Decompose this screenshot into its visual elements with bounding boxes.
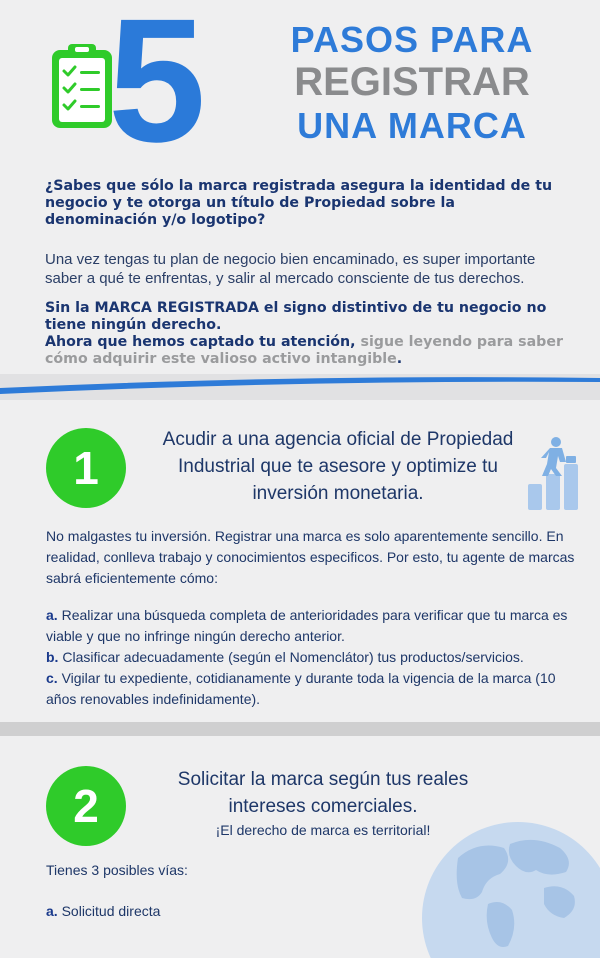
item-text: Realizar una búsqueda completa de anterioridades para verificar que tu marca es viable y que no infringe ningún derecho anterior. — [46, 607, 568, 644]
step-2-note: ¡El derecho de marca es territorial! — [215, 822, 431, 838]
attention-end: . — [396, 351, 403, 367]
item-key: a. — [46, 903, 58, 919]
blue-wave-divider — [0, 374, 600, 400]
attention-lead: Ahora que hemos captado tu atención, — [45, 334, 356, 350]
step-1-intro: No malgastes tu inversión. Registrar una marca es solo aparentemente sencillo. En realidad, conlleva trabajo y conocimientos especificos. Por esto, tu agente de marcas sabrá eficientemente cómo: — [46, 528, 575, 586]
gray-divider — [0, 722, 600, 736]
list-item — [46, 668, 581, 710]
title-line-2: REGISTRAR — [294, 60, 530, 104]
step-2-intro: Tienes 3 posibles vías: — [46, 862, 188, 878]
big-number-five: 5 — [108, 0, 202, 179]
item-key: c. — [46, 670, 58, 686]
stairs-climber-icon — [526, 434, 588, 510]
item-text: Solicitud directa — [61, 903, 161, 919]
intro-question: ¿Sabes que sólo la marca registrada asegura la identidad de tu negocio y te otorga un título de Propiedad sobre la denominación y/o logotipo? — [45, 178, 553, 228]
list-item — [46, 605, 581, 647]
step-1-badge: 1 — [46, 428, 126, 508]
intro-bold-block — [45, 300, 565, 368]
list-item — [46, 647, 581, 668]
step-2-badge: 2 — [46, 766, 126, 846]
intro-paragraph: Una vez tengas tu plan de negocio bien encaminado, es super importante saber a qué te enfrentas, y salir al mercado consciente de tus derechos. — [45, 251, 536, 287]
step-1-list — [46, 605, 581, 710]
attention-gray-text: sigue leyendo para saber cómo adquirir este valioso activo intangible — [45, 334, 563, 367]
title-line-3: UNA MARCA — [297, 105, 527, 146]
step-2-heading: Solicitar la marca según tus reales intereses comerciales. — [177, 769, 469, 817]
list-item — [46, 901, 581, 922]
item-key: a. — [46, 607, 58, 623]
globe-icon — [418, 818, 600, 958]
item-key: b. — [46, 649, 59, 665]
step-1-heading: Acudir a una agencia oficial de Propiedad Industrial que te asesore y optimize tu inversión monetaria. — [162, 429, 514, 504]
item-text: Clasificar adecuadamente (según el Nomenclátor) tus productos/servicios. — [62, 649, 524, 665]
intro-attention-line — [45, 334, 565, 368]
intro-bold-line: Sin la MARCA REGISTRADA el signo distintivo de tu negocio no tiene ningún derecho. — [45, 300, 547, 333]
title-line-1: PASOS PARA — [290, 19, 534, 60]
item-text: Vigilar tu expediente, cotidianamente y durante toda la vigencia de la marca (10 años renovables indefinidamente). — [46, 670, 556, 707]
